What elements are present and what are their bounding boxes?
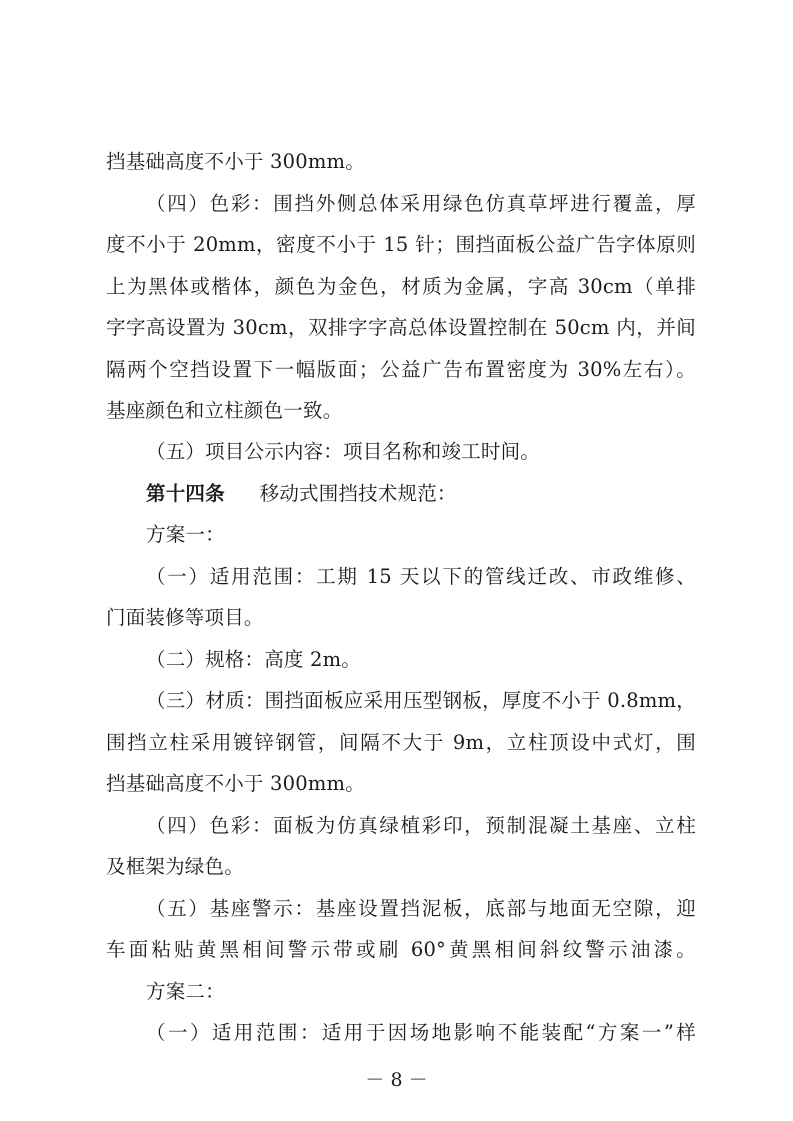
body-line: （一）适用范围：工期 15 天以下的管线迁改、市政维修、 (146, 565, 696, 588)
body-line: 上为黑体或楷体，颜色为金色，材质为金属，字高 30cm（单排 (106, 275, 696, 298)
body-line: 门面装修等项目。 (106, 606, 264, 629)
body-line: 度不小于 20mm，密度不小于 15 针；围挡面板公益广告字体原则 (106, 233, 696, 256)
body-line: （三）材质：围挡面板应采用压型钢板，厚度不小于 0.8mm， (146, 689, 696, 712)
body-line: 挡基础高度不小于 300mm。 (106, 150, 365, 173)
body-line: 字字高设置为 30cm，双排字字高总体设置控制在 50cm 内，并间 (106, 316, 696, 339)
page-number: － 8 － (365, 1069, 428, 1091)
body-line: （五）项目公示内容：项目名称和竣工时间。 (146, 440, 541, 463)
scheme-heading: 方案一： (146, 523, 225, 546)
body-line: （四）色彩：面板为仿真绿植彩印，预制混凝土基座、立柱 (146, 814, 696, 837)
body-line: 围挡立柱采用镀锌钢管，间隔不大于 9m，立柱顶设中式灯，围 (106, 731, 696, 754)
body-line: 基座颜色和立柱颜色一致。 (106, 399, 343, 422)
body-line: 隔两个空挡设置下一幅版面；公益广告布置密度为 30%左右）。 (106, 358, 696, 381)
article-heading-line (146, 482, 696, 506)
body-line: （二）规格：高度 2m。 (146, 648, 361, 671)
article-title: 移动式围挡技术规范： (259, 482, 457, 505)
scheme-heading: 方案二： (146, 980, 225, 1003)
body-line: （五）基座警示：基座设置挡泥板，底部与地面无空隙，迎 (146, 897, 696, 920)
body-line: （四）色彩：围挡外侧总体采用绿色仿真草坪进行覆盖，厚 (146, 192, 696, 215)
article-heading: 第十四条 (146, 482, 225, 505)
body-line: 车面粘贴黄黑相间警示带或刷 60°黄黑相间斜纹警示油漆。 (106, 938, 696, 961)
body-line: 挡基础高度不小于 300mm。 (106, 772, 365, 795)
body-line: 及框架为绿色。 (106, 855, 244, 878)
body-line: （一）适用范围：适用于因场地影响不能装配“方案一”样 (146, 1021, 696, 1044)
